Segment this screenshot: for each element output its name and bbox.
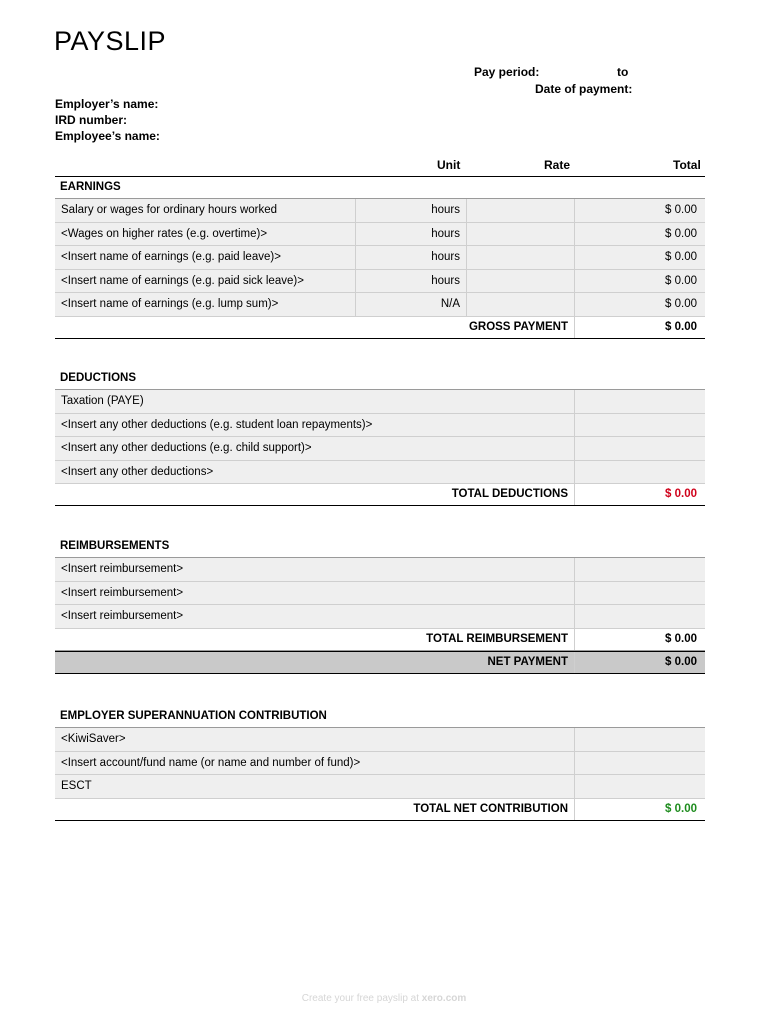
earnings-total: $ 0.00	[665, 251, 697, 263]
earnings-total: $ 0.00	[665, 274, 697, 287]
reimbursements-section	[55, 536, 705, 674]
superannuation-total	[575, 728, 705, 751]
footer-note	[0, 993, 768, 1004]
column-header-total: Total	[673, 158, 701, 172]
deductions-description: <Insert any other deductions (e.g. child support)>	[55, 437, 575, 460]
earnings-rate	[467, 199, 575, 222]
earnings-rate	[467, 223, 575, 246]
earnings-description: <Insert name of earnings (e.g. paid sick leave)>	[55, 270, 356, 293]
superannuation-description: ESCT	[55, 775, 575, 798]
column-header-unit: Unit	[437, 158, 461, 172]
reimbursements-title: REIMBURSEMENTS	[55, 536, 705, 558]
total-reimbursement-row	[55, 629, 705, 651]
superannuation-description: <KiwiSaver>	[55, 728, 575, 751]
total-reimbursement-label: TOTAL REIMBURSEMENT	[55, 629, 575, 650]
pay-period-label: Pay period:	[474, 65, 540, 79]
earnings-unit: hours	[356, 223, 467, 246]
deductions-section	[55, 368, 705, 506]
superannuation-description: <Insert account/fund name (or name and number of fund)>	[55, 752, 575, 775]
employee-name-label: Employee’s name:	[55, 129, 160, 143]
earnings-row	[55, 223, 705, 247]
date-of-payment-label: Date of payment:	[535, 82, 633, 96]
footer-link[interactable]: xero.com	[421, 993, 467, 1004]
total-deductions-value: $ 0.00	[665, 488, 697, 500]
page-title: PAYSLIP	[54, 26, 167, 56]
total-reimbursement-value: $ 0.00	[665, 632, 697, 645]
earnings-total: $ 0.00	[665, 204, 697, 216]
reimbursements-description: <Insert reimbursement>	[55, 582, 575, 605]
earnings-row	[55, 293, 705, 317]
earnings-description: <Insert name of earnings (e.g. lump sum)>	[55, 293, 356, 316]
earnings-rate	[467, 246, 575, 269]
earnings-row	[55, 246, 705, 270]
superannuation-total	[575, 775, 705, 798]
deductions-total	[575, 461, 705, 484]
deductions-total	[575, 437, 705, 460]
reimbursements-row	[55, 582, 705, 606]
deductions-description: <Insert any other deductions>	[55, 461, 575, 484]
gross-payment-value: $ 0.00	[665, 320, 697, 333]
reimbursements-row	[55, 558, 705, 582]
earnings-total: $ 0.00	[665, 298, 697, 310]
deductions-row	[55, 414, 705, 438]
reimbursements-description: <Insert reimbursement>	[55, 605, 575, 628]
deductions-total	[575, 414, 705, 437]
deductions-description: Taxation (PAYE)	[55, 390, 575, 413]
earnings-description: Salary or wages for ordinary hours worked	[55, 199, 356, 222]
gross-payment-label: GROSS PAYMENT	[55, 317, 575, 338]
deductions-row	[55, 461, 705, 485]
superannuation-row	[55, 728, 705, 752]
ird-number-label: IRD number:	[55, 113, 127, 127]
superannuation-section	[55, 706, 705, 821]
reimbursements-total	[575, 582, 705, 605]
earnings-description: <Wages on higher rates (e.g. overtime)>	[55, 223, 356, 246]
net-payment-label: NET PAYMENT	[55, 652, 575, 673]
earnings-rate	[467, 293, 575, 316]
total-deductions-label: TOTAL DEDUCTIONS	[55, 484, 575, 505]
earnings-rate	[467, 270, 575, 293]
earnings-row	[55, 199, 705, 223]
total-deductions-row	[55, 484, 705, 506]
deductions-total	[575, 390, 705, 413]
earnings-row	[55, 270, 705, 294]
earnings-unit: N/A	[356, 293, 467, 316]
earnings-unit: hours	[356, 199, 467, 222]
earnings-title: EARNINGS	[55, 176, 705, 199]
net-payment-value: $ 0.00	[665, 655, 697, 668]
reimbursements-total	[575, 558, 705, 581]
footer-text: Create your free payslip at	[301, 993, 422, 1004]
employer-name-label: Employer’s name:	[55, 97, 159, 111]
earnings-unit: hours	[356, 246, 467, 269]
deductions-title: DEDUCTIONS	[55, 368, 705, 390]
reimbursements-description: <Insert reimbursement>	[55, 558, 575, 581]
deductions-row	[55, 390, 705, 414]
pay-period-to-label: to	[617, 65, 629, 79]
gross-payment-row	[55, 317, 705, 339]
net-payment-row	[55, 651, 705, 674]
total-net-contribution-value: $ 0.00	[665, 802, 697, 815]
superannuation-row	[55, 775, 705, 799]
total-net-contribution-label: TOTAL NET CONTRIBUTION	[55, 799, 575, 820]
reimbursements-row	[55, 605, 705, 629]
total-net-contribution-row	[55, 799, 705, 821]
earnings-total: $ 0.00	[665, 227, 697, 240]
column-header-rate: Rate	[544, 158, 571, 172]
earnings-description: <Insert name of earnings (e.g. paid leave)>	[55, 246, 356, 269]
earnings-unit: hours	[356, 270, 467, 293]
superannuation-total	[575, 752, 705, 775]
superannuation-row	[55, 752, 705, 776]
reimbursements-total	[575, 605, 705, 628]
earnings-section	[55, 176, 705, 339]
superannuation-title: EMPLOYER SUPERANNUATION CONTRIBUTION	[55, 706, 705, 728]
deductions-row	[55, 437, 705, 461]
deductions-description: <Insert any other deductions (e.g. student loan repayments)>	[55, 414, 575, 437]
